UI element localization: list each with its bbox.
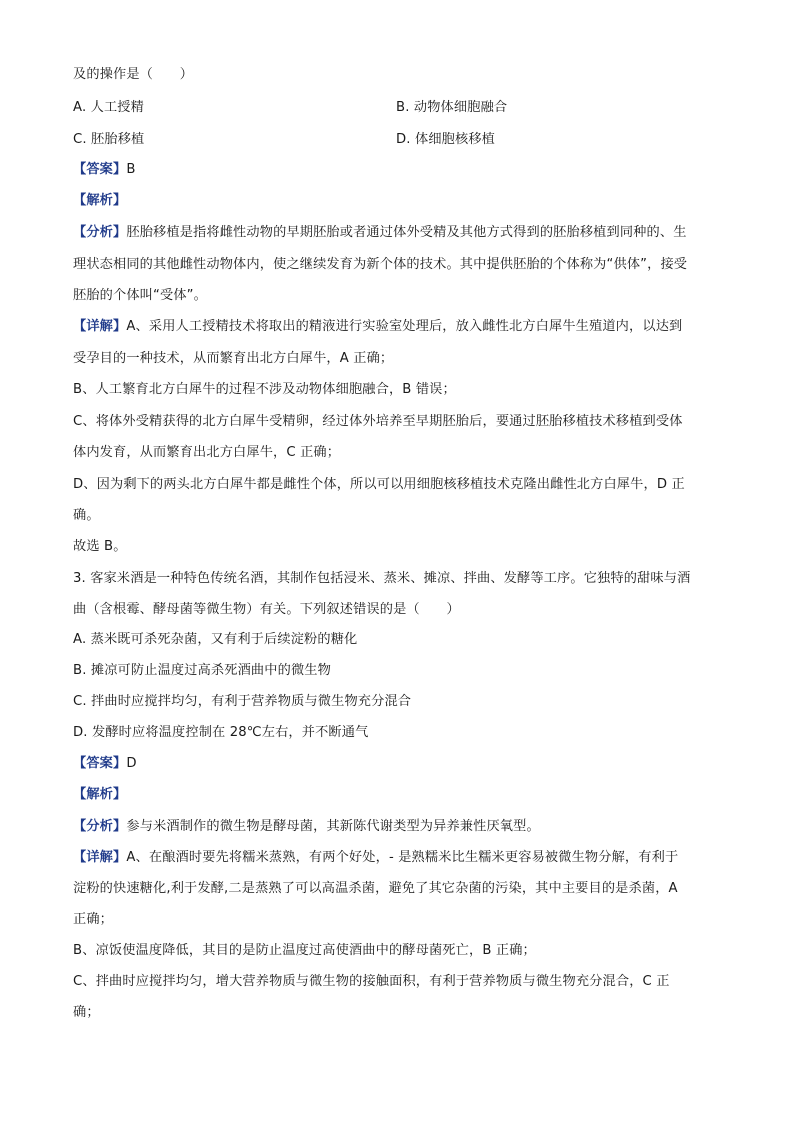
q2-option-b: B. 动物体细胞融合 [396, 100, 508, 115]
q3-option-a: A. 蒸米既可杀死杂菌，又有利于后续淀粉的糖化 [73, 632, 358, 647]
q2-option-d: D. 体细胞核移植 [396, 132, 496, 147]
q2-answer [73, 161, 136, 179]
fenxi-label: 【分析】 [73, 225, 127, 240]
q2-xiangjie-line-6: D、因为剩下的两头北方白犀牛都是雌性个体，所以可以用细胞核移植技术克隆出雌性北方白犀牛，D 正 [73, 477, 685, 492]
q2-xiangjie-line-4: C、将体外受精获得的北方白犀牛受精卵，经过体外培养至早期胚胎后，要通过胚胎移植技术移植到受体 [73, 414, 683, 429]
q3-stem-line-2: 曲（含根霉、酵母菌等微生物）有关。下列叙述错误的是（ ） [73, 602, 460, 617]
answer-value: D [126, 756, 137, 771]
q3-analysis-heading [73, 786, 126, 804]
q2-conclusion: 故选 B。 [73, 539, 127, 554]
q2-option-a: A. 人工授精 [73, 100, 144, 115]
q2-fenxi-line-3: 胚胎的个体叫“受体”。 [73, 288, 208, 303]
xiangjie-text: A、在酿酒时要先将糯米蒸熟，有两个好处，- 是熟糯米比生糯米更容易被微生物分解，有利于 [126, 850, 679, 865]
xiangjie-text: A、采用人工授精技术将取出的精液进行实验室处理后，放入雌性北方白犀牛生殖道内，以达到 [126, 319, 683, 334]
q2-xiangjie-line-7: 确。 [73, 508, 100, 523]
xiangjie-label: 【详解】 [73, 319, 127, 334]
q3-xiangjie-line-6: 确； [73, 1005, 100, 1020]
q3-option-c: C. 拌曲时应搅拌均匀，有利于营养物质与微生物充分混合 [73, 694, 412, 709]
q3-answer [73, 755, 137, 773]
q3-option-d: D. 发酵时应将温度控制在 28℃左右，并不断通气 [73, 725, 369, 740]
q2-xiangjie-line-3: B、人工繁育北方白犀牛的过程不涉及动物体细胞融合，B 错误； [73, 382, 456, 397]
fenxi-label: 【分析】 [73, 819, 127, 834]
answer-value: B [126, 162, 136, 177]
analysis-label: 【解析】 [73, 787, 127, 802]
fenxi-text: 胚胎移植是指将雌性动物的早期胚胎或者通过体外受精及其他方式得到的胚胎移植到同种的、生 [126, 225, 687, 240]
q2-xiangjie-line-1 [73, 318, 682, 336]
answer-label: 【答案】 [73, 162, 127, 177]
q2-analysis-heading [73, 192, 126, 210]
analysis-label: 【解析】 [73, 193, 127, 208]
q2-xiangjie-line-5: 体内发育，从而繁育出北方白犀牛，C 正确； [73, 445, 341, 460]
xiangjie-label: 【详解】 [73, 850, 127, 865]
answer-label: 【答案】 [73, 756, 127, 771]
q2-option-c: C. 胚胎移植 [73, 132, 145, 147]
q3-xiangjie-line-3: 正确； [73, 912, 114, 927]
q3-xiangjie-line-2: 淀粉的快速糖化,利于发酵,二是蒸熟了可以高温杀菌，避免了其它杂菌的污染，其中主要目的是杀菌，A [73, 881, 678, 896]
q2-xiangjie-line-2: 受孕目的一种技术，从而繁育出北方白犀牛，A 正确； [73, 351, 394, 366]
fenxi-text: 参与米酒制作的微生物是酵母菌，其新陈代谢类型为异养兼性厌氧型。 [126, 819, 540, 834]
q3-xiangjie-line-1 [73, 849, 678, 867]
q3-stem-line-1: 3. 客家米酒是一种特色传统名酒，其制作包括浸米、蒸米、摊凉、拌曲、发酵等工序。它独特的甜味与酒 [73, 571, 691, 586]
q3-fenxi-line-1 [73, 818, 540, 836]
q2-fenxi-line-2: 理状态相同的其他雌性动物体内，使之继续发育为新个体的技术。其中提供胚胎的个体称为“供体”，接受 [73, 257, 688, 272]
q3-xiangjie-line-5: C、拌曲时应搅拌均匀，增大营养物质与微生物的接触面积，有利于营养物质与微生物充分混合，C 正 [73, 974, 670, 989]
q2-fenxi-line-1 [73, 224, 687, 242]
q3-xiangjie-line-4: B、凉饭使温度降低，其目的是防止温度过高使酒曲中的酵母菌死亡，B 正确； [73, 943, 536, 958]
q2-stem-tail: 及的操作是（ ） [73, 67, 194, 82]
q3-option-b: B. 摊凉可防止温度过高杀死酒曲中的微生物 [73, 663, 331, 678]
